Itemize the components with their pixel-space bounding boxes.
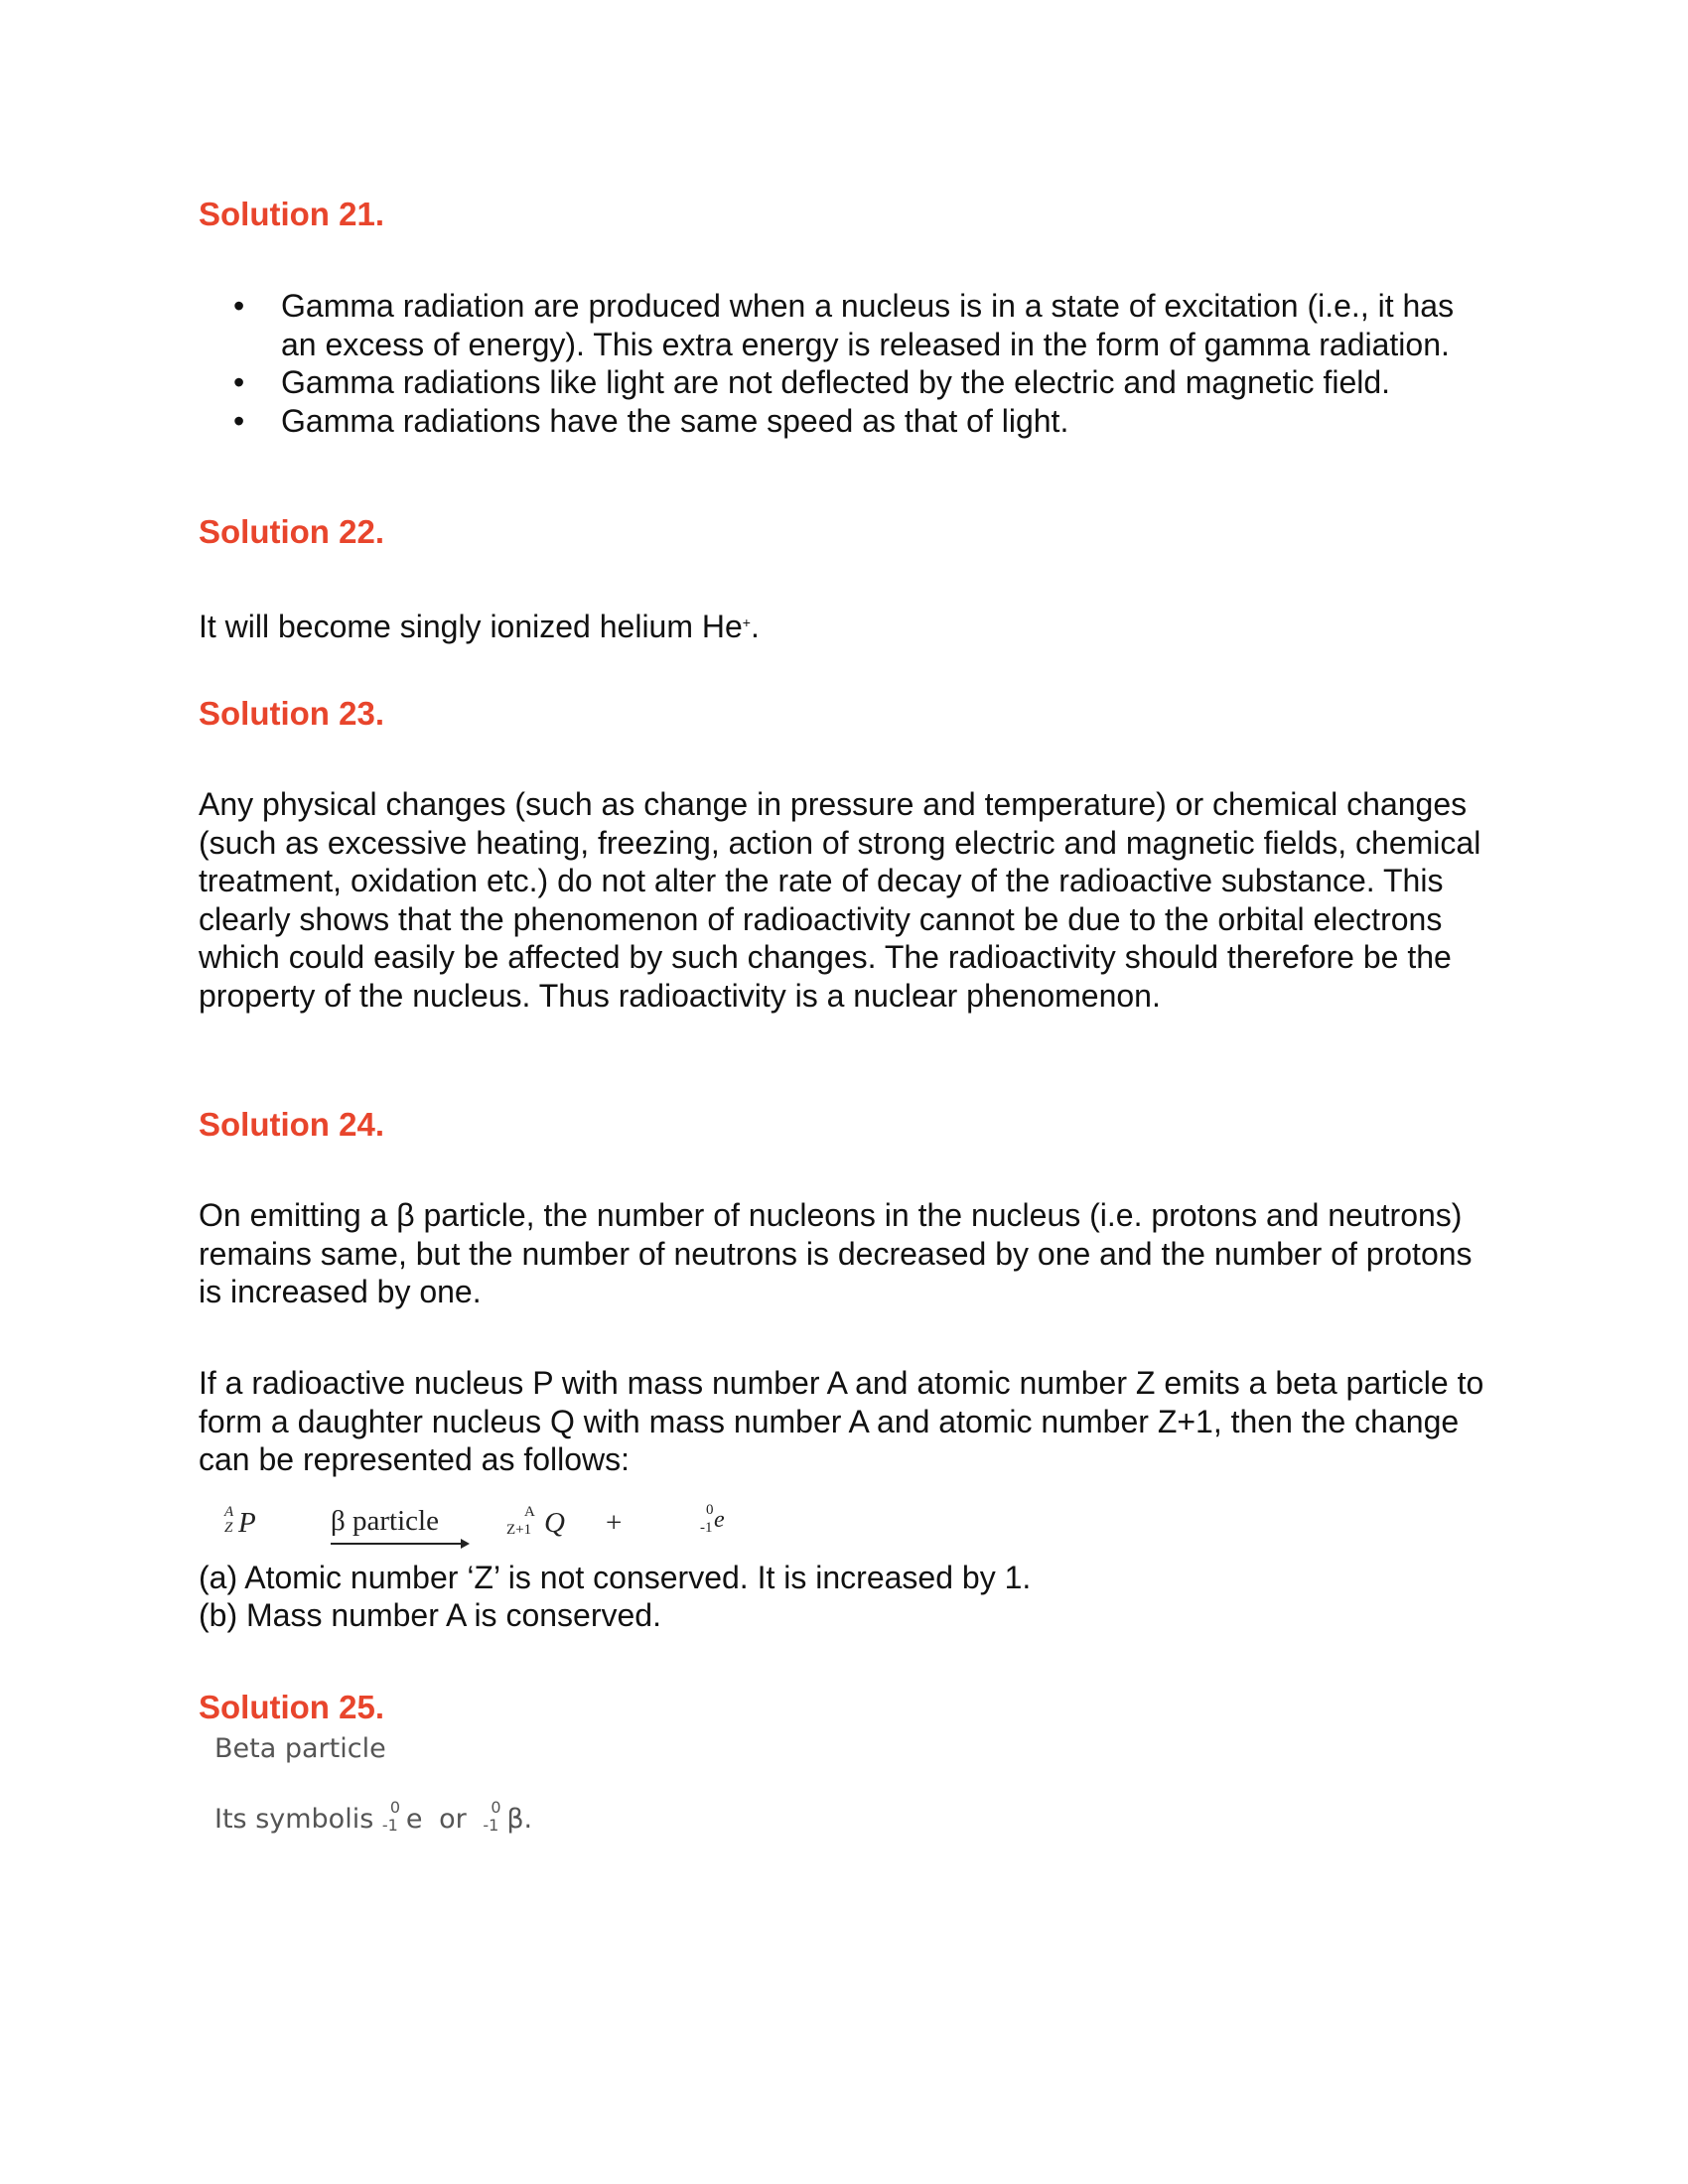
mass-number: 0 — [491, 1798, 501, 1817]
symbol-prefix-text: Its symbolis — [214, 1804, 374, 1835]
bullet-text: Gamma radiations like light are not deflected by the electric and magnetic field. — [281, 364, 1391, 400]
solution-25-heading: Solution 25. — [199, 1689, 385, 1725]
solution-24-heading: Solution 24. — [199, 1106, 385, 1143]
electron-atomic-number: -1 — [700, 1520, 713, 1536]
electron-symbol-stack — [381, 1798, 406, 1836]
solution-22-text — [199, 604, 1489, 646]
beta-decay-equation — [199, 1501, 755, 1551]
solution-24-paragraph-1: On emitting a β particle, the number of nucleons in the nucleus (i.e. protons and neutrons) remains same, but the number of neutrons is decreased by one and the number of protons is increased by one. — [199, 1197, 1473, 1309]
period: . — [750, 609, 760, 644]
solution-23-heading: Solution 23. — [199, 695, 385, 732]
solution-24-paragraph-2: If a radioactive nucleus P with mass number A and atomic number Z emits a beta particle to form a daughter nucleus Q with mass number A and atomic number Z+1, then the change can be represented as follows: — [199, 1365, 1484, 1477]
bullet-text: Gamma radiations have the same speed as that of light. — [281, 402, 1069, 439]
bullet-icon: • — [233, 288, 245, 324]
mass-number: 0 — [389, 1798, 401, 1817]
list-item — [199, 402, 1489, 441]
solution-25-line-1: Beta particle — [214, 1733, 386, 1764]
arrow-label: β particle — [331, 1505, 439, 1537]
bullet-icon: • — [233, 402, 245, 439]
daughter-symbol: Q — [544, 1507, 565, 1539]
solution-24-point-b: (b) Mass number A is conserved. — [199, 1597, 661, 1633]
solution-24-point-a: (a) Atomic number ‘Z’ is not conserved. It is increased by 1. — [199, 1560, 1032, 1595]
electron-symbol: e — [714, 1507, 725, 1533]
solution-21-bullet-list — [199, 287, 1489, 440]
solution-22-body: It will become singly ionized helium He — [199, 609, 743, 644]
reaction-arrow-icon — [331, 1543, 464, 1545]
atomic-number: -1 — [381, 1816, 398, 1835]
or-text: or — [439, 1804, 467, 1835]
solution-22-heading: Solution 22. — [199, 513, 385, 550]
solution-21-heading: Solution 21. — [199, 196, 385, 232]
superscript-plus: + — [742, 614, 751, 630]
list-item — [199, 363, 1489, 402]
list-item — [199, 287, 1489, 363]
parent-symbol: P — [238, 1507, 256, 1539]
beta-symbol-stack — [483, 1798, 506, 1836]
period: . — [523, 1804, 533, 1835]
electron-letter: e — [405, 1804, 423, 1835]
daughter-atomic-number: Z+1 — [506, 1522, 532, 1538]
atomic-number: -1 — [483, 1816, 499, 1835]
plus-sign: + — [606, 1507, 623, 1539]
solution-23-text: Any physical changes (such as change in pressure and temperature) or chemical changes (such as excessive heating, freezing, action of strong electric and magnetic fields, chemical treatment, oxidation etc.) do not alter the rate of decay of the radioactive substance. This clearly shows that the phenomenon of radioactivity cannot be due to the orbital electrons which could easily be affected by such changes. The radioactivity should therefore be the property of the nucleus. Thus radioactivity is a nuclear phenomenon. — [199, 786, 1481, 1014]
electron-mass-number: 0 — [706, 1502, 714, 1518]
parent-mass-number: A — [224, 1504, 234, 1520]
bullet-icon: • — [233, 364, 245, 400]
parent-atomic-number: Z — [224, 1520, 233, 1536]
daughter-mass-number: A — [524, 1504, 535, 1520]
beta-letter: β — [506, 1804, 524, 1835]
bullet-text: Gamma radiation are produced when a nucleus is in a state of excitation (i.e., it has an excess of energy). This extra energy is released in the form of gamma radiation. — [281, 288, 1455, 362]
arrow-head-icon — [461, 1539, 470, 1549]
solution-25-line-2 — [214, 1798, 533, 1836]
